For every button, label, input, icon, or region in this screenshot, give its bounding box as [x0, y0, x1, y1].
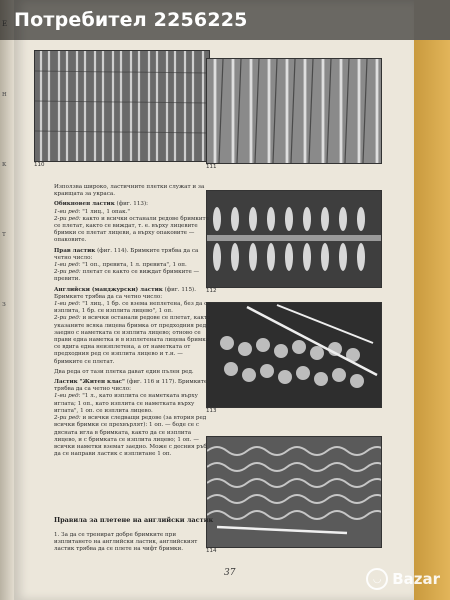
golden-rib-ref: (фиг. 116 и 117). Бримките трябва да са четно число:	[54, 379, 208, 393]
margin-fragment: н	[2, 90, 7, 98]
rule-1: 1. За да се тренират добре бримките при изплитането на английски ластик, английският ластик трябва да се плете на чифт бримки.	[54, 532, 198, 553]
simple-rib-ref: (фиг. 113):	[116, 201, 149, 208]
simple-rib-row1-label: 1-ви ред:	[54, 208, 81, 215]
figure-113-photo	[206, 302, 382, 408]
english-rib-row1-label: 1-ви ред:	[54, 301, 81, 308]
simple-rib-row1: "1 лиц., 1 опак."	[82, 208, 130, 215]
english-rib-ref: (фиг. 115). Бримките трябва да са четно число:	[54, 286, 196, 300]
bazar-logo-icon: ◡	[366, 568, 388, 590]
figure-110-photo	[34, 50, 210, 162]
watermark-text: Bazar	[392, 570, 440, 588]
straight-rib-row2-label: 2-ри ред:	[54, 269, 81, 276]
book-page	[14, 0, 414, 600]
straight-rib-title: Прав ластик	[54, 247, 96, 254]
same-rows-note: Два реда от тази плетка дават един пълен ред.	[54, 368, 194, 375]
english-rib-row2-label: 2-ри ред:	[54, 315, 81, 322]
book-cover-edge	[414, 40, 450, 600]
figure-113-caption: 113	[206, 408, 217, 414]
simple-rib-row2-label: 2-ри ред:	[54, 215, 81, 222]
golden-rib-row1-label: 1-ви ред:	[54, 393, 81, 400]
figure-111-photo	[206, 58, 382, 164]
figure-112-photo	[206, 190, 382, 288]
golden-rib-row1: "1 л., като изплита се наметката върху иглата; 1 оп., като изплита се наметката върху иглата", 1 оп. се изплита лицево.	[54, 393, 198, 414]
english-rib-row2: и всички останали редове се плетат, както указаните всяка лицева бримка от предходния ред заедно с наметката се изплита лицево; отново се прави една наметка и в изплетената лицева бримка се вдига една неизплетена, а от наметката от предходния ред се изплита лицево и т.н. — бримките се плетат.	[54, 315, 211, 365]
straight-rib-ref: (фиг. 114). Бримките трябва да са четно число:	[54, 247, 199, 261]
english-rib-title: Английски (манджурски) ластик	[54, 286, 163, 293]
english-rib-row1: "1 лиц., 1 бр. се взема неплетена, без да се изплита, 1 бр. се изплита лицево", 1 оп.	[54, 301, 211, 315]
figure-110-caption: 110	[34, 162, 45, 168]
user-banner	[0, 0, 450, 40]
figure-114-caption: 114	[206, 548, 217, 554]
golden-rib-title: Ластик "Житен клас"	[54, 379, 125, 386]
golden-rib-row2-label: 2-ри ред:	[54, 415, 81, 422]
golden-rib-row2: и всички следващи редове (за втория ред всички бримки се прехвърлят): 1 оп. — бодe се с дясната игла в бримката, както да се изплита лицево, и с бримката се изплита лицево; 1 оп. — всички наметки вземат заедно. Може с десния ръб да се направи ластик с изплитане 1 оп.	[54, 415, 207, 458]
margin-fragment: к	[2, 160, 7, 168]
page-number: 37	[224, 568, 236, 578]
figure-112-caption: 112	[206, 288, 217, 294]
straight-rib-row2: плетат се както се виждат бримките — превити.	[54, 269, 200, 283]
left-margin-fragments	[0, 0, 14, 600]
straight-rib-row1-label: 1-ви ред:	[54, 262, 81, 269]
bazar-watermark	[366, 568, 440, 590]
text-column	[54, 184, 212, 461]
figure-111-caption: 111	[206, 164, 217, 170]
intro-paragraph: Използва широко, ластичните плетки служат и за краищата за украса.	[54, 184, 205, 198]
section-heading: Правила за плетене на английски ластик	[54, 516, 214, 524]
straight-rib-row1: "1 оп., превита, 1 л. превита", 1 оп.	[82, 262, 187, 269]
margin-fragment: з	[2, 300, 6, 308]
banner-text: Потребител 2256225	[14, 9, 248, 31]
margin-fragment: т	[2, 230, 6, 238]
simple-rib-row2: както и всички останали редове бримките се плетат, както се виждат, т. е. върху лицевите бримки се плетат лицеви, а върху опаковите — опаковите.	[54, 215, 209, 244]
simple-rib-title: Обикновен ластик	[54, 201, 115, 208]
figure-114-photo	[206, 436, 382, 548]
